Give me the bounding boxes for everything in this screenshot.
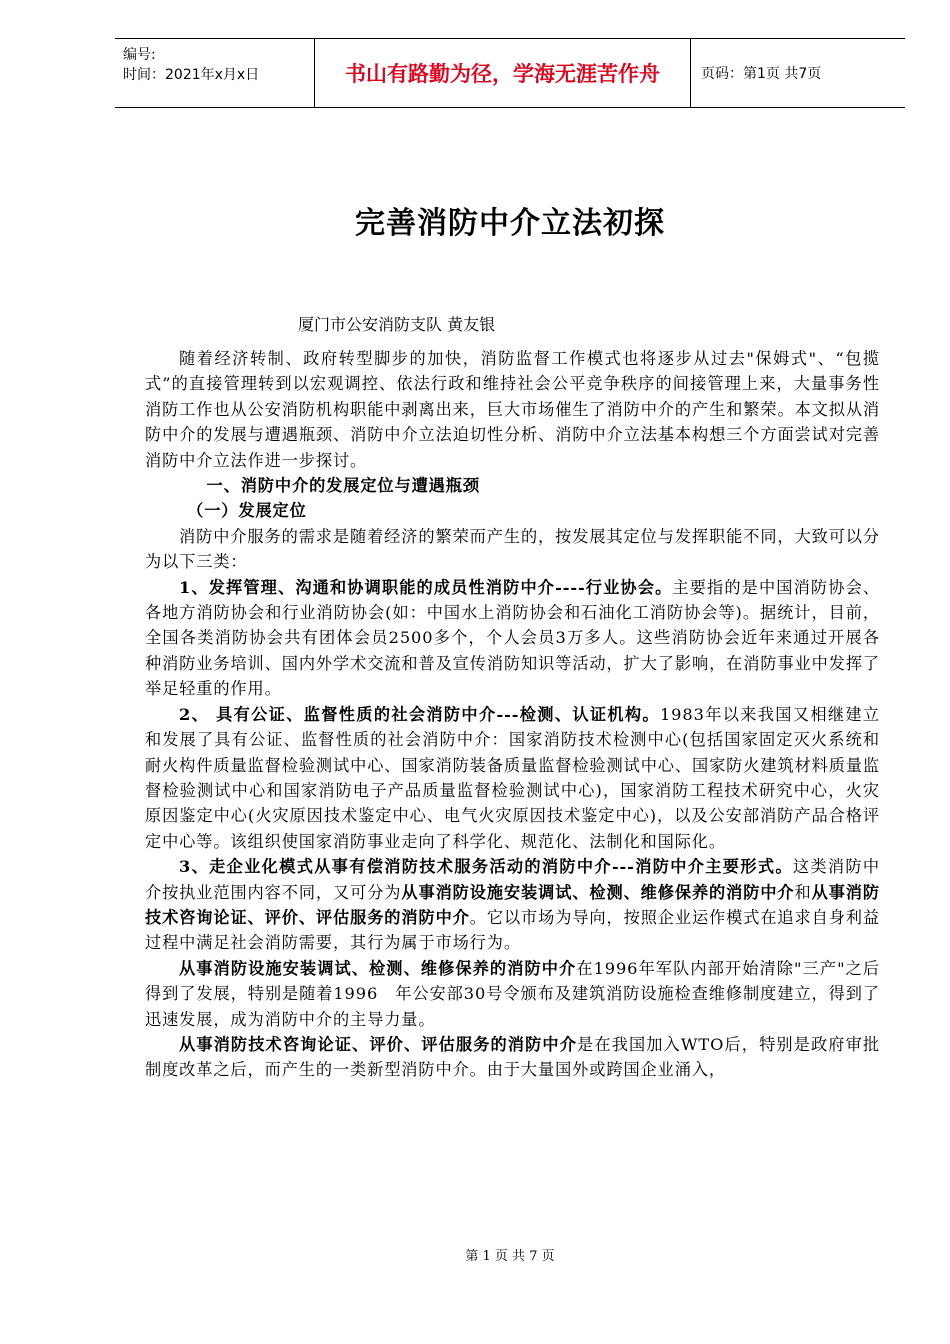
installation-text: 在1996年军队内部开始清除"三产"之后得到了发展，特别是随着1996 年公安部30号令颁布及建筑消防设施检查维修制度建立，得到了迅速发展，成为消防中介的主导力量。 xyxy=(145,958,880,1029)
header-meta xyxy=(115,39,315,107)
item-1-text: 主要指的是中国消防协会、各地方消防协会和行业消防协会(如：中国水上消防协会和石油化工消防协会等)。据统计，目前，全国各类消防协会共有团体会员2500多个，个人会员3万多人。这些消防协会近年来通过开展各种消防业务培训、国内外学术交流和普及宣传消防知识等活动，扩大了影响，在消防事业中发挥了举足轻重的作用。 xyxy=(145,577,880,699)
header-table xyxy=(115,38,905,108)
paragraph-categories: 消防中介服务的需求是随着经济的繁荣而产生的，按发展其定位与发挥职能不同，大致可以分为以下三类： xyxy=(145,526,880,572)
item-3-text-c: 。它以市场为导向，按照企业运作模式在追求自身利益过程中满足社会消防需要，其行为属于市场行为。 xyxy=(145,907,880,953)
item-3-text-b: 和 xyxy=(794,882,812,902)
header-time-label: 时间：2021年x月x日 xyxy=(123,67,260,83)
item-2-heading: 2、 具有公证、监督性质的社会消防中介---检测、认证机构。 xyxy=(179,704,660,724)
header-motto: 书山有路勤为径，学海无涯苦作舟 xyxy=(315,39,691,107)
item-3-text-a: 这类消防中介按执业范围内容不同，又可分为 xyxy=(145,857,881,902)
paragraph-installation xyxy=(145,956,880,1032)
header-page-label: 页码：第1页 共7页 xyxy=(701,66,822,82)
item-3-heading: 3、走企业化模式从事有偿消防技术服务活动的消防中介---消防中介主要形式。 xyxy=(179,857,793,877)
paragraph-item-3 xyxy=(145,854,880,956)
header-number-label: 编号: xyxy=(123,47,156,63)
item-3-bold-b: 从事消防技术咨询论证、评价、评估服务的消防中介 xyxy=(145,882,880,927)
item-1-heading: 1、发挥管理、沟通和协调职能的成员性消防中介----行业协会。 xyxy=(179,577,673,597)
consulting-text: 是在我国加入WTO后，特别是政府审批制度改革之后，而产生的一类新型消防中介。由于大量国外或跨国企业涌入， xyxy=(145,1034,881,1080)
paragraph-item-2 xyxy=(145,702,880,854)
item-2-text: 1983年以来我国又相继建立和发展了具有公证、监督性质的社会消防中介：国家消防技术检测中心(包括国家固定灭火系统和耐火构件质量监督检验测试中心、国家消防装备质量监督检验测试中心、国家防火建筑材料质量监督检验测试中心和国家消防电子产品质量监督检验测试中心)，国家消防工程技术研究中心，火灾原因鉴定中心(火灾原因技术鉴定中心、电气火灾原因技术鉴定中心)，以及公安部消防产品合格评定中心等。该组织使国家消防事业走向了科学化、规范化、法制化和国际化。 xyxy=(145,704,880,851)
page-footer: 第 1 页 共 7 页 xyxy=(465,1249,555,1264)
subsection-heading-1: （一）发展定位 xyxy=(187,501,307,521)
installation-heading: 从事消防设施安装调试、检测、维修保养的消防中介 xyxy=(179,958,577,978)
paragraph-intro: 随着经济转制、政府转型脚步的加快，消防监督工作模式也将逐步从过去"保姆式"、“包揽式”的直接管理转到以宏观调控、依法行政和维持社会公平竞争秩序的间接管理上来，大量事务性消防工作也从公安消防机构职能中剥离出来，巨大市场催生了消防中介的产生和繁荣。本文拟从消防中介的发展与遭遇瓶颈、消防中介立法迫切性分析、消防中介立法基本构想三个方面尝试对完善消防中介立法作进一步探讨。 xyxy=(145,349,880,470)
consulting-heading: 从事消防技术咨询论证、评价、评估服务的消防中介 xyxy=(179,1034,578,1054)
section-heading-1: 一、消防中介的发展定位与遭遇瓶颈 xyxy=(206,476,480,496)
paragraph-item-1 xyxy=(145,575,880,702)
paragraph-consulting xyxy=(145,1032,880,1083)
item-3-bold-a: 从事消防设施安装调试、检测、维修保养的消防中介 xyxy=(401,882,795,902)
document-title: 完善消防中介立法初探 xyxy=(355,206,665,241)
document-author: 厦门市公安消防支队 黄友银 xyxy=(298,315,496,334)
document-body xyxy=(145,346,880,1083)
